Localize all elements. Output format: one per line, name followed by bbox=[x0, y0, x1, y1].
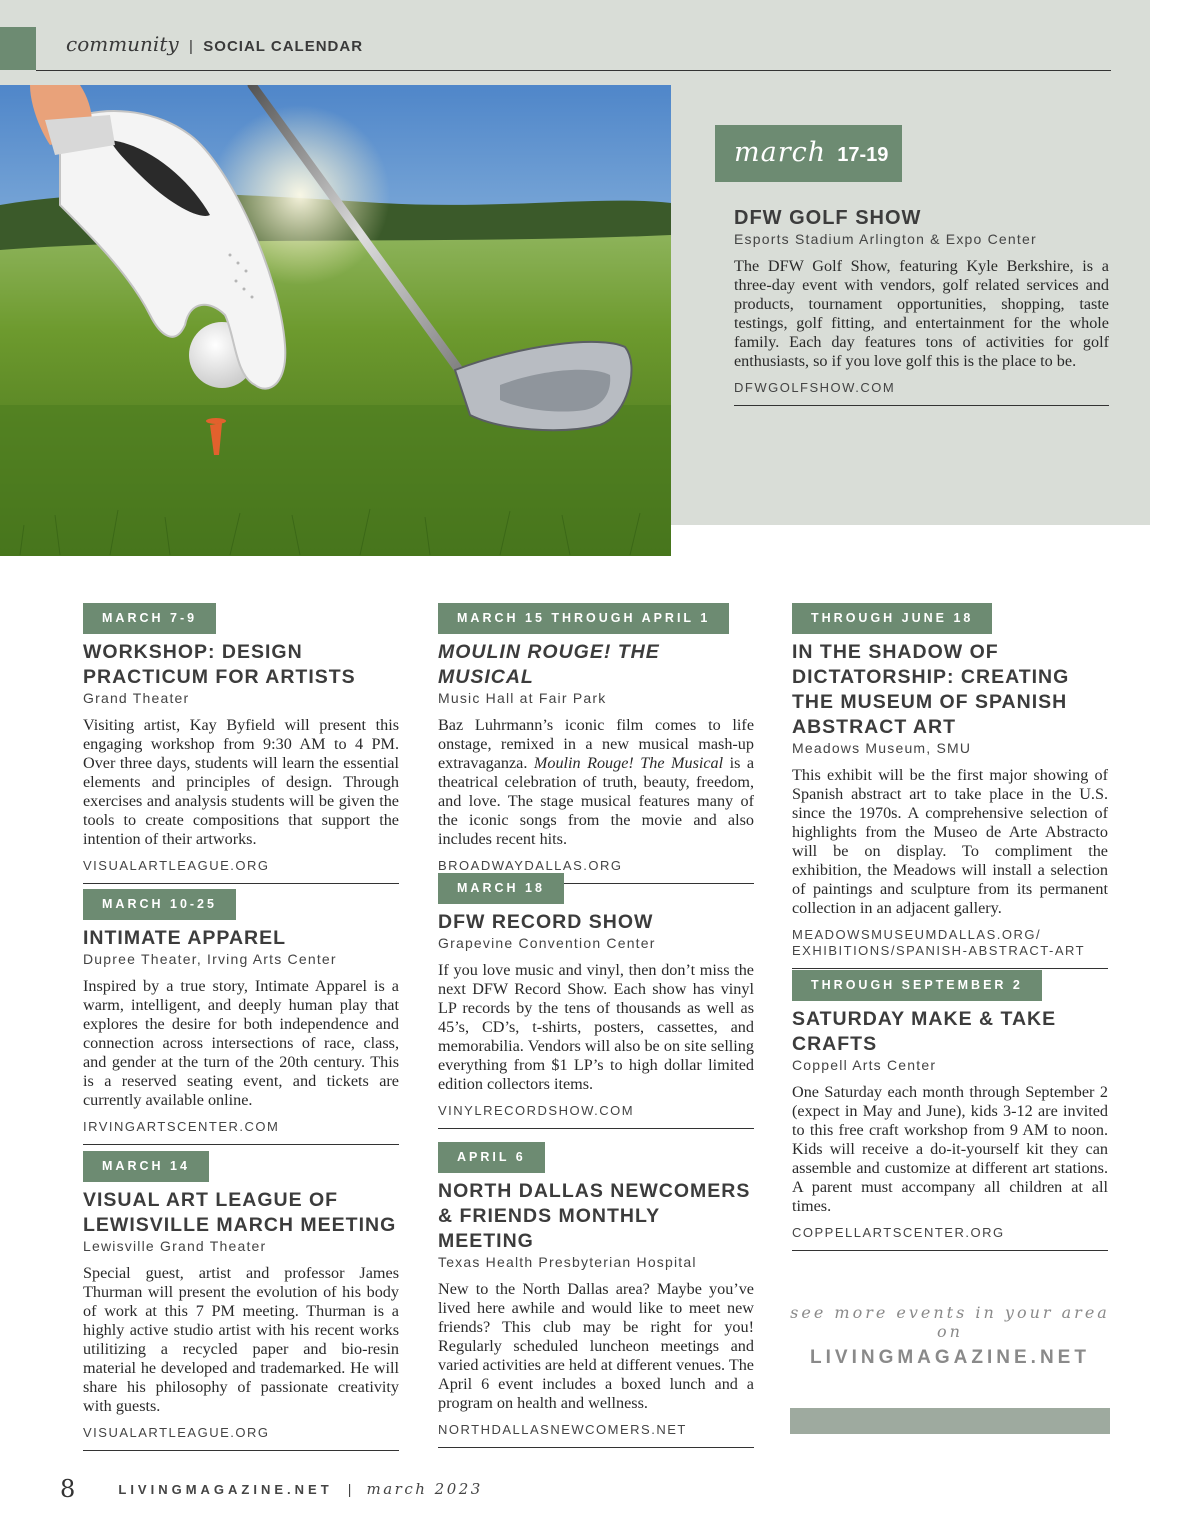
featured-date-month: march bbox=[734, 137, 827, 168]
event-title: IN THE SHADOW OF DICTATORSHIP: CREATING THE MUSEUM OF SPANISH ABSTRACT ART bbox=[792, 641, 1070, 738]
event-url[interactable]: COPPELLARTSCENTER.ORG bbox=[792, 1225, 1108, 1251]
event-date-badge: MARCH 18 bbox=[438, 873, 564, 904]
featured-event-description: The DFW Golf Show, featuring Kyle Berkshire, is a three-day event with vendors, golf related services and products, tournament opportunities, shopping, taste testings, golf fitting, and entertainment for the whole family. Each day features tons of activities for golf enthusiasts, so if you love golf this is the place to be. bbox=[734, 257, 1109, 370]
more-events-promo bbox=[790, 1303, 1110, 1369]
event-description: If you love music and vinyl, then don’t miss the next DFW Record Show. Each show has vinyl LP records by the tens of thousands as well as 45’s, CD’s, t-shirts, posters, cassettes, and memorabilia. Vendors will also be on site selling everything from $1 LP’s to high dollar limited edition collectors items. bbox=[438, 961, 754, 1093]
event-url[interactable]: IRVINGARTSCENTER.COM bbox=[83, 1119, 399, 1145]
event-description: Special guest, artist and professor James Thurman will present the evolution of his body of work at this 7 PM meeting. Thurman is a highly active studio artist with his recent works utilitizing a recycled paper and bio-resin material he developed and trademarked. He will share his philosophy of passionate creativity with guests. bbox=[83, 1264, 399, 1415]
event-venue: Music Hall at Fair Park bbox=[438, 690, 607, 706]
event-description: One Saturday each month through September 2 (expect in May and June), kids 3-12 are invited to this free craft workshop from 9 AM to noon. Kids will receive a do-it-yourself kit they can assemble and customize at different art stations. A parent must accompany all children at all times. bbox=[792, 1083, 1108, 1215]
event-venue: Lewisville Grand Theater bbox=[83, 1238, 267, 1254]
event-description bbox=[438, 716, 754, 849]
description-text: Baz Luhrmann’s iconic film comes to life onstage, remixed in a new musical mash-up extravaganza. bbox=[438, 716, 754, 772]
event-design-practicum bbox=[83, 603, 399, 884]
event-date-badge: MARCH 15 THROUGH APRIL 1 bbox=[438, 603, 729, 634]
event-description: Inspired by a true story, Intimate Apparel is a warm, intelligent, and deeply human play that explores the desire for both independence and connection across intersections of race, class, and gender at the turn of the 20th century. This is a reserved seating event, and tickets are currently available online. bbox=[83, 977, 399, 1109]
show-title-italic: Moulin Rouge! The Musical bbox=[533, 754, 724, 772]
event-title: MOULIN ROUGE! THE MUSICAL bbox=[438, 641, 660, 688]
featured-event-url[interactable]: DFWGOLFSHOW.COM bbox=[734, 380, 1109, 406]
event-url[interactable]: BROADWAYDALLAS.ORG bbox=[438, 858, 754, 884]
event-url-line: MEADOWSMUSEUMDALLAS.ORG/ bbox=[792, 927, 1042, 942]
footer-issue-date: march 2023 bbox=[366, 1480, 483, 1498]
event-url[interactable] bbox=[792, 927, 1108, 969]
promo-bar bbox=[790, 1408, 1110, 1434]
event-url[interactable]: VISUALARTLEAGUE.ORG bbox=[83, 1425, 399, 1451]
event-venue: Grand Theater bbox=[83, 690, 190, 706]
footer-site[interactable]: LIVINGMAGAZINE.NET bbox=[118, 1481, 333, 1497]
event-date-badge: THROUGH JUNE 18 bbox=[792, 603, 992, 634]
event-make-and-take-crafts bbox=[792, 970, 1108, 1251]
featured-event-title: DFW GOLF SHOW bbox=[734, 207, 922, 229]
featured-date-badge bbox=[715, 125, 902, 182]
description-text: is a theatrical celebration of truth, beauty, freedom, and love. The stage musical features many of the iconic songs from the movie and also includes recent hits. bbox=[438, 754, 755, 848]
event-title: SATURDAY MAKE & TAKE CRAFTS bbox=[792, 1008, 1057, 1055]
event-url[interactable]: VISUALARTLEAGUE.ORG bbox=[83, 858, 399, 884]
event-description: New to the North Dallas area? Maybe you’ve lived here awhile and would like to meet new friends? This club may be right for you! Regularly scheduled luncheon meetings and varied activities are held at different venues. The April 6 event includes a boxed lunch and a program on health and wellness. bbox=[438, 1280, 754, 1412]
event-title: WORKSHOP: DESIGN PRACTICUM FOR ARTISTS bbox=[83, 641, 356, 688]
event-shadow-of-dictatorship bbox=[792, 603, 1108, 969]
golf-photo bbox=[0, 85, 671, 556]
event-date-badge: APRIL 6 bbox=[438, 1142, 545, 1173]
event-date-badge: MARCH 10-25 bbox=[83, 889, 236, 920]
promo-text: see more events in your area on bbox=[790, 1303, 1110, 1341]
header-separator: | bbox=[189, 38, 193, 55]
event-venue: Dupree Theater, Irving Arts Center bbox=[83, 951, 337, 967]
event-intimate-apparel bbox=[83, 889, 399, 1145]
page-footer bbox=[60, 1475, 483, 1503]
event-venue: Meadows Museum, SMU bbox=[792, 740, 972, 756]
promo-link[interactable]: LIVINGMAGAZINE.NET bbox=[810, 1347, 1090, 1368]
event-url[interactable]: NORTHDALLASNEWCOMERS.NET bbox=[438, 1422, 754, 1448]
event-title: NORTH DALLAS NEWCOMERS & FRIENDS MONTHLY MEETING bbox=[438, 1180, 751, 1252]
event-date-badge: MARCH 14 bbox=[83, 1151, 209, 1182]
event-description: This exhibit will be the first major showing of Spanish abstract art to take place in the U.S. since the 1970s. A comprehensive selection of highlights from the Museo de Arte Abstracto will be on display. To compliment the exhibition, the Meadows will install a selection of paintings and sculpture from its permanent collection in an adjacent gallery. bbox=[792, 766, 1108, 917]
footer-separator: | bbox=[347, 1481, 352, 1497]
event-url-line: EXHIBITIONS/SPANISH-ABSTRACT-ART bbox=[792, 943, 1086, 958]
event-date-badge: THROUGH SEPTEMBER 2 bbox=[792, 970, 1042, 1001]
featured-event-venue: Esports Stadium Arlington & Expo Center bbox=[734, 231, 1037, 247]
event-date-badge: MARCH 7-9 bbox=[83, 603, 216, 634]
event-north-dallas-newcomers bbox=[438, 1142, 754, 1448]
event-moulin-rouge bbox=[438, 603, 754, 884]
event-venue: Grapevine Convention Center bbox=[438, 935, 656, 951]
featured-event bbox=[715, 125, 1110, 406]
section-header bbox=[66, 32, 363, 56]
section-name: community bbox=[66, 32, 179, 56]
event-dfw-record-show bbox=[438, 873, 754, 1129]
page-number: 8 bbox=[60, 1475, 76, 1503]
featured-date-days: 17-19 bbox=[837, 144, 889, 166]
header-rule bbox=[36, 70, 1111, 71]
section-tab-marker bbox=[0, 27, 36, 70]
event-title: VISUAL ART LEAGUE OF LEWISVILLE MARCH MEETING bbox=[83, 1189, 397, 1236]
subsection-name: SOCIAL CALENDAR bbox=[203, 38, 364, 55]
event-description: Visiting artist, Kay Byfield will present this engaging workshop from 9:30 AM to 4 PM. Over three days, students will learn the essential elements and principles of design. Through exercises and analysis students will be given the tools to create compositions that support the intention of their artworks. bbox=[83, 716, 399, 848]
event-title: DFW RECORD SHOW bbox=[438, 911, 654, 933]
event-visual-art-league bbox=[83, 1151, 399, 1451]
event-url[interactable]: VINYLRECORDSHOW.COM bbox=[438, 1103, 754, 1129]
event-venue: Texas Health Presbyterian Hospital bbox=[438, 1254, 697, 1270]
event-title: INTIMATE APPAREL bbox=[83, 927, 287, 949]
event-venue: Coppell Arts Center bbox=[792, 1057, 937, 1073]
